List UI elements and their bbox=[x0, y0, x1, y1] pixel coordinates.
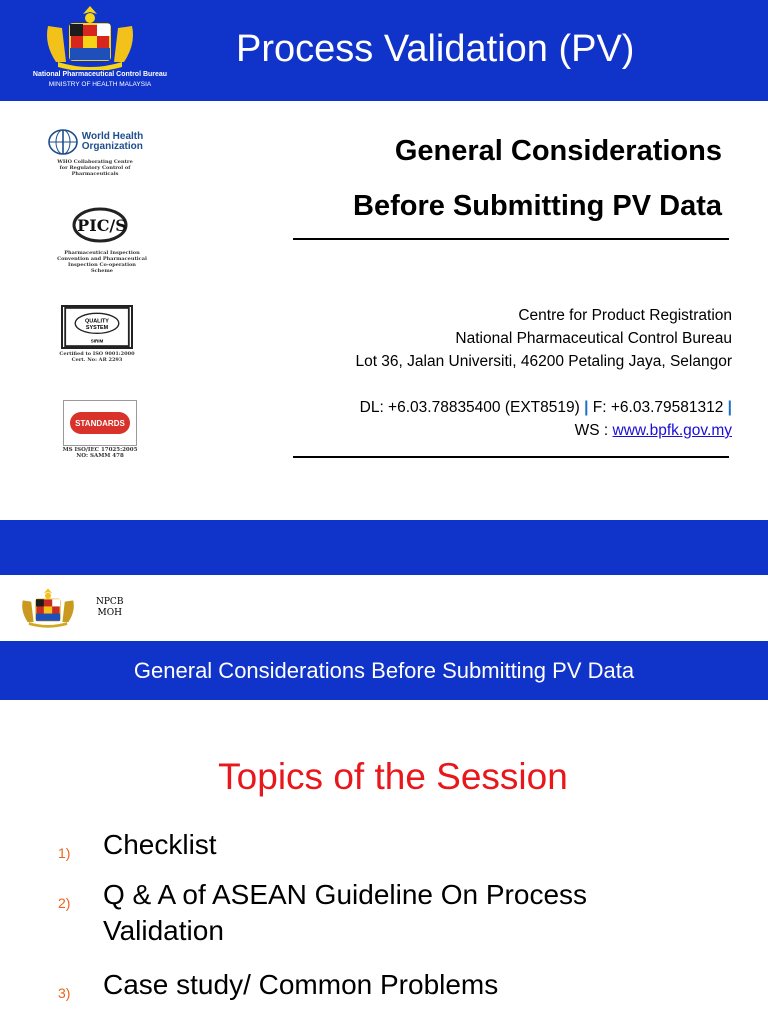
slide-1-org-name bbox=[0, 70, 200, 90]
who-name-line1: World Health bbox=[81, 131, 144, 142]
heading-line1: General Considerations bbox=[394, 135, 722, 167]
slide-2 bbox=[0, 575, 768, 1024]
svg-text:SIRIM: SIRIM bbox=[90, 338, 104, 344]
list-number: 1) bbox=[58, 845, 71, 861]
quality-system-logo bbox=[55, 305, 139, 363]
who-caption-line3: Pharmaceuticals bbox=[71, 171, 119, 177]
coat-of-arms-icon bbox=[18, 582, 78, 632]
org-name: National Pharmaceutical Control Bureau bbox=[32, 71, 168, 78]
list-text: Q & A of ASEAN Guideline On Process bbox=[103, 879, 588, 910]
org-line1: NPCB bbox=[96, 597, 124, 607]
who-name-line2: Organization bbox=[81, 141, 143, 152]
coat-of-arms-icon bbox=[40, 4, 140, 70]
slide-1-title: Process Validation (PV) bbox=[236, 28, 635, 70]
contact-fax: F: +6.03.79581312 bbox=[592, 399, 724, 416]
who-caption-line2: for Regulatory Control of bbox=[59, 165, 131, 171]
pics-caption-line4: Scheme bbox=[91, 268, 113, 274]
list-item bbox=[58, 877, 587, 949]
address-line1: Centre for Product Registration bbox=[518, 307, 732, 324]
org-line2: MOH bbox=[97, 608, 122, 618]
contact-separator-2: | bbox=[727, 399, 732, 416]
pics-caption-line2: Convention and Pharmaceutical bbox=[57, 256, 147, 262]
qs-caption-line2: Cert. No: AR 2293 bbox=[71, 357, 123, 363]
contact-separator: | bbox=[584, 399, 589, 416]
list-number: 2) bbox=[58, 895, 71, 911]
slide-1-header bbox=[0, 0, 768, 101]
standards-logo-icon: STANDARDS bbox=[70, 412, 130, 434]
contact-dl: DL: +6.03.78835400 (EXT8519) bbox=[359, 399, 580, 416]
heading-line2: Before Submitting PV Data bbox=[353, 190, 722, 222]
svg-text:PIC/S: PIC/S bbox=[77, 216, 127, 235]
list-number: 3) bbox=[58, 985, 71, 1001]
std-caption-line2: NO: SAMM 478 bbox=[76, 453, 124, 459]
list-item bbox=[58, 827, 217, 871]
pics-caption-line3: Inspection Co-operation bbox=[68, 262, 136, 268]
website-link[interactable]: www.bpfk.gov.my bbox=[612, 422, 732, 439]
list-text-continued: Validation bbox=[103, 915, 224, 946]
divider-bottom bbox=[293, 456, 729, 458]
slide-2-header-band: General Considerations Before Submitting PV Data bbox=[0, 641, 768, 700]
address-line2: National Pharmaceutical Control Bureau bbox=[455, 330, 732, 347]
pics-logo-icon bbox=[62, 205, 142, 245]
slide-2-org bbox=[96, 597, 123, 619]
list-item bbox=[58, 967, 498, 1011]
slide-1-footer-band bbox=[0, 520, 768, 575]
divider-top bbox=[293, 238, 729, 240]
svg-text:QUALITY: QUALITY bbox=[85, 318, 109, 325]
list-text: Case study/ Common Problems bbox=[103, 969, 499, 1000]
address-line3: Lot 36, Jalan Universiti, 46200 Petaling Jaya, Selangor bbox=[355, 353, 732, 370]
contact-ws-label: WS : bbox=[574, 422, 609, 439]
contact-block bbox=[360, 396, 732, 442]
section-title: Topics of the Session bbox=[218, 756, 568, 797]
std-caption-line1: MS ISO/IEC 17025:2005 bbox=[62, 447, 138, 453]
qs-caption-line1: Certified to ISO 9001:2000 bbox=[59, 351, 135, 357]
who-caption-line1: WHO Collaborating Centre bbox=[57, 159, 133, 165]
org-ministry: MINISTRY OF HEALTH MALAYSIA bbox=[48, 81, 152, 88]
who-logo bbox=[45, 128, 145, 177]
standards-logo bbox=[58, 400, 142, 459]
pics-logo bbox=[50, 205, 154, 274]
quality-system-logo-icon bbox=[61, 305, 133, 349]
pics-caption-line1: Pharmaceutical Inspection bbox=[64, 250, 140, 256]
list-text: Checklist bbox=[103, 829, 217, 860]
svg-text:SYSTEM: SYSTEM bbox=[85, 324, 109, 331]
slide-1-heading bbox=[353, 124, 722, 234]
address-block bbox=[355, 304, 732, 373]
who-emblem-icon bbox=[47, 128, 79, 156]
